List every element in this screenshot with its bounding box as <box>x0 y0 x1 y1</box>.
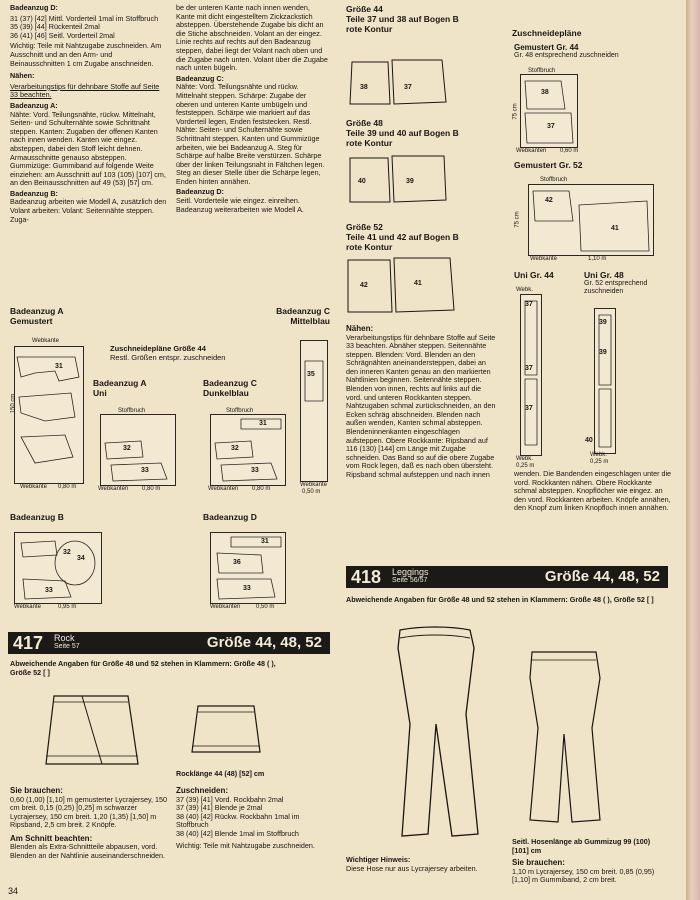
webkanten-label: Webkanten <box>208 486 239 492</box>
model-417-materials <box>10 786 168 863</box>
badeanzug-d2-heading: Badeanzug D: <box>176 187 224 197</box>
badeanzug-d-heading: Badeanzug D: <box>10 3 58 12</box>
piece-31: 31 <box>55 363 63 370</box>
volant-text: be der unteren Kante nach innen wenden, Kante mit dicht eingestelltem Zickzackstich absteppen. Überstehende Zugabe bis dicht an die Stiche abschneiden. Volant an der eingez. Linie rechts auf rechts auf den Badeanzug steppen, dabei liegt der Volant nach oben und die Zugabe nach unten. Volant über die Zugabe nach unten bügeln. <box>176 3 328 73</box>
plan-a-uni-name: Badeanzug A <box>93 378 147 388</box>
length-label: 0,60 m <box>560 148 579 154</box>
skirt-front-illustration <box>42 690 142 770</box>
cut-line: 37 (39) [41] Blende je 2mal <box>176 803 263 813</box>
badeanzug-c-heading: Badeanzug C: <box>176 73 224 83</box>
width-label: 150 cm <box>10 393 17 414</box>
webkante-label: Webkante <box>20 484 47 490</box>
cutting-plan-a-gemustert <box>14 346 84 484</box>
model-page: Seite 57 <box>54 643 80 650</box>
uni48-block <box>584 270 674 296</box>
cutting-plan-b <box>14 532 102 604</box>
webkanten-label: Webkanten <box>210 604 241 610</box>
size-44-kontur: rote Kontur <box>346 24 393 34</box>
size-52-title: Größe 52 <box>346 222 383 232</box>
size-44-block <box>346 4 496 34</box>
piece-37: 37 <box>525 301 533 308</box>
naehen-text: Verarbeitungstips für dehnbare Stoffe auf Seite 33 beachten. Abnäher steppen. Seitennähte steppen. Blenden: Vord. Blenden an den Schrägnähten aneinandersteppen, dabei an den inneren Kanten genau an den markierten Nahtlinien beginnen. Seitennähte steppen. Blenden von innen, rechts auf links auf die vord. und unteren Rockkanten steppen. Nahtzugaben schmal zurückschneiden, an den Ecken schräg abschneiden. Blenden nach außen wenden, Kanten schmal absteppen. Blendeninnenkanten eingeschlagen aufsteppen. Obere Rockkante: Ripsband auf 116 (130) [144] cm Länge mit Zugabe schneiden. Das Band so auf die obere Zugabe vom Rock legen, daß es nach oben übersteht. Ripsband schmal aufsteppen und nach innen <box>346 332 496 479</box>
skirt-pattern-44 <box>348 56 448 110</box>
length-label: 0,25 m <box>516 463 535 469</box>
sie-brauchen-text: 0,60 (1,00) [1,10] m gemusterter Lycrajersey, 150 cm breit. 0,15 (0,25) [0,25] m schwarzer Lycrajersey, 150 cm breit. 1,20 (1,35) [1,50] m Ripsband, 2,5 cm breit. 2 Knöpfe. <box>10 794 168 830</box>
gem44-sub: Gr. 48 entsprechend zuschneiden <box>514 52 619 59</box>
webk-label: Webk. <box>590 452 607 458</box>
size-52-block <box>346 222 496 252</box>
badeanzug-c-text: Nähte: Vord. Teilungsnähte und rückw. Mittelnaht steppen. Schärpe: Zugabe der oberen und unteren Kante umbügeln und feststeppen. Schärpe wie markiert auf das Vorderteil legen, Enden feststecken. Restl. Nähte: Seiten- und Schulternähte sowie Schrittnaht steppen. Kanten und Gummizüge arbeiten, wie bei Badeanzug A. Steg für Schärpe auf halbe Breite verstürzen. Schärpe über der linken Teilungsnaht in Fältchen legen. Steg an dieser Stelle über die Schärpe legen, Enden hinten annähen. <box>176 82 325 186</box>
piece-37: 37 <box>547 123 555 130</box>
plan-a-uni-title <box>93 378 147 398</box>
cutting-plan-uni48 <box>585 308 616 454</box>
naehen-heading: Nähen: <box>346 324 374 333</box>
size-48-kontur: rote Kontur <box>346 138 393 148</box>
leggings-back-illustration <box>520 648 610 828</box>
sie-brauchen-text: 1,10 m Lycrajersey, 150 cm breit. 0,85 (0,95) [1,10] m Gummiband, 2 cm breit. <box>512 866 655 885</box>
uni48-title: Uni Gr. 48 <box>584 270 624 280</box>
schnitt-heading: Am Schnitt beachten: <box>10 833 93 843</box>
plan-c-name: Badeanzug C <box>276 306 330 316</box>
piece-32: 32 <box>231 445 239 452</box>
hint-heading: Wichtiger Hinweis: <box>346 855 411 864</box>
piece-40: 40 <box>585 437 593 444</box>
length-label: 0,80 m <box>58 484 77 490</box>
piece-33: 33 <box>251 467 259 474</box>
plan-a-uni-sub: Uni <box>93 388 107 398</box>
piece-37: 37 <box>525 405 533 412</box>
gem44-title: Gemustert Gr. 44 <box>514 43 579 52</box>
cutting-plan-c-mittelblau <box>300 340 328 482</box>
cutting-plan-c-dunkel <box>210 414 286 486</box>
cut-line: 38 (40) [42] Rückw. Rockbahn 1mal im Stoffbruch <box>176 811 300 830</box>
piece-34: 34 <box>77 555 85 562</box>
model-name: Rock <box>54 633 75 643</box>
naehen-heading: Nähen: <box>10 71 35 81</box>
piece-38: 38 <box>541 89 549 96</box>
rock-finishing-text: wenden. Die Bandenden eingeschlagen unter die vord. Rockkanten nähen. Obere Rockkante schmal absteppen. Knopflöcher wie eingez. an den vord. Rockkanten arbeiten. Knöpfe annähen, den Knopf zum linken Knopfloch innen annähen. <box>514 469 672 513</box>
plan-c-mittelblau-shapes <box>301 341 327 481</box>
model-sizes: Größe 44, 48, 52 <box>206 634 322 651</box>
gem44-block <box>514 44 674 60</box>
plan-b-shapes <box>15 533 101 603</box>
plans-title: Zuschneidepläne Größe 44 <box>110 344 206 353</box>
plan-c-dunkel-title <box>203 378 257 398</box>
stoffbruch-label: Stoffbruch <box>118 408 146 414</box>
gem52-shapes <box>529 185 653 255</box>
plan-c-title <box>262 306 330 326</box>
zuschneiden-heading: Zuschneiden: <box>176 786 229 795</box>
cutting-plan-gem52 <box>528 184 654 256</box>
cutting-plan-a-uni <box>100 414 176 486</box>
piece-39: 39 <box>406 178 414 185</box>
webk-label: Webk. <box>516 287 533 293</box>
size-48-block <box>346 118 496 148</box>
length-label: 0,80 m <box>252 486 271 492</box>
plan-a-shapes <box>15 347 83 483</box>
uni44-title: Uni Gr. 44 <box>514 270 554 280</box>
webkanten-label: Webkanten <box>516 148 547 154</box>
plan-a-uni-shapes <box>101 415 175 485</box>
column-2-text <box>176 4 328 216</box>
badeanzug-b-text: Badeanzug arbeiten wie Modell A, zusätzlich den Volant arbeiten: Volant: Seitennähte steppen. Zuga- <box>10 197 167 224</box>
model-418-materials <box>512 858 670 887</box>
length-label: 0,50 m <box>302 489 321 495</box>
size-48-title: Größe 48 <box>346 118 383 128</box>
plan-a-sub: Gemustert <box>10 316 53 326</box>
piece-37: 37 <box>525 365 533 372</box>
gem52-title: Gemustert Gr. 52 <box>514 160 583 170</box>
cut-line: 35 (39) [44] Rückenteil 2mal <box>10 22 100 32</box>
piece-36: 36 <box>233 559 241 566</box>
size-44-sub: Teile 37 und 38 auf Bogen B <box>346 14 459 24</box>
model-page: Seite 56/57 <box>392 577 428 584</box>
cut-line: 38 (40) [42] Blende 1mal im Stoffbruch <box>176 828 299 838</box>
stoffbruch-label: Stoffbruch <box>528 68 556 74</box>
plans-header <box>110 344 225 362</box>
length-label: 0,80 m <box>142 486 161 492</box>
webkante-label: Webkante <box>300 482 327 488</box>
model-418-hint <box>346 856 498 875</box>
piece-38: 38 <box>360 84 368 91</box>
webkante-label: Webkante <box>32 338 59 344</box>
piece-31: 31 <box>261 538 269 545</box>
model-name: Leggings <box>392 567 429 577</box>
plan-c-dunkel-sub: Dunkelblau <box>203 388 249 398</box>
column-3-text <box>346 324 498 482</box>
length-label: 1,10 m <box>588 256 607 262</box>
webkanten-label: Webkanten <box>98 486 129 492</box>
model-sizes: Größe 44, 48, 52 <box>544 568 660 585</box>
length-label: 0,50 m <box>256 604 275 610</box>
piece-37: 37 <box>404 84 412 91</box>
cut-line: 37 (39) [41] Vord. Rockbahn 2mal <box>176 794 284 804</box>
cut-line: 36 (41) [46] Seitl. Vorderteil 2mal <box>10 30 115 40</box>
hint-text: Diese Hose nur aus Lycrajersey arbeiten. <box>346 863 478 873</box>
piece-33: 33 <box>141 467 149 474</box>
piece-33: 33 <box>243 585 251 592</box>
piece-39: 39 <box>599 349 607 356</box>
piece-41: 41 <box>611 225 619 232</box>
plan-d-shapes <box>211 533 285 603</box>
uni44-shapes <box>521 295 541 455</box>
piece-31: 31 <box>259 420 267 427</box>
model-number: 418 <box>351 567 382 587</box>
model-418-size-note: Abweichende Angaben für Größe 48 und 52 stehen in Klammern: Größe 48 ( ), Größe 52 [ ] <box>346 595 654 604</box>
plans-subtitle: Restl. Größen entspr. zuschneiden <box>110 353 226 362</box>
model-417-size-note: Abweichende Angaben für Größe 48 und 52 stehen in Klammern: Größe 48 ( ), Größe 52 [ ] <box>10 659 276 677</box>
uni48-shapes <box>595 309 615 453</box>
page-number: 34 <box>8 886 19 896</box>
size-52-kontur: rote Kontur <box>346 242 393 252</box>
tips-note: Verarbeitungstips für dehnbare Stoffe auf Seite 33 beachten. <box>10 81 160 100</box>
hosenlaenge-label: Seitl. Hosenlänge ab Gummizug 99 (100) [101] cm <box>512 837 651 855</box>
plan-a-name: Badeanzug A <box>10 306 64 316</box>
sie-brauchen-heading: Sie brauchen: <box>10 786 63 795</box>
piece-41: 41 <box>414 280 422 287</box>
plan-c-sub: Mittelblau <box>290 316 330 326</box>
model-417-zuschneiden <box>176 786 328 853</box>
width-label: 75 cm <box>512 103 519 120</box>
piece-40: 40 <box>358 178 366 185</box>
stoffbruch-label: Stoffbruch <box>226 408 254 414</box>
plan-a-title <box>10 306 64 326</box>
size-48-sub: Teile 39 und 40 auf Bogen B <box>346 128 459 138</box>
model-417-header <box>8 632 330 654</box>
rocklaenge-label: Rocklänge 44 (48) [52] cm <box>176 769 265 778</box>
uni48-sub: Gr. 52 entsprechend zuschneiden <box>584 280 648 295</box>
piece-35: 35 <box>307 371 315 378</box>
gem44-shapes <box>521 75 577 147</box>
stoffbruch-label: Stoffbruch <box>540 177 568 183</box>
wichtig-note: Wichtig: Teile mit Nahtzugabe zuschneiden. <box>176 841 315 851</box>
cutting-plan-gem44 <box>520 74 578 148</box>
webkante-label: Webkante <box>14 604 41 610</box>
zuschneideplaene-title: Zuschneidepläne <box>512 28 582 38</box>
piece-32: 32 <box>63 549 71 556</box>
length-label: 0,25 m <box>590 459 609 465</box>
column-4-text <box>514 470 672 515</box>
size-52-sub: Teile 41 und 42 auf Bogen B <box>346 232 459 242</box>
badeanzug-a-heading: Badeanzug A: <box>10 100 58 110</box>
plan-c-dunkel-shapes <box>211 415 285 485</box>
length-label: 0,95 m <box>58 604 77 610</box>
piece-33: 33 <box>45 587 53 594</box>
webk-label: Webk. <box>516 456 533 462</box>
piece-32: 32 <box>123 445 131 452</box>
page-edge <box>686 0 700 900</box>
size-44-title: Größe 44 <box>346 4 383 14</box>
piece-42: 42 <box>545 197 553 204</box>
piece-42: 42 <box>360 282 368 289</box>
width-label: 75 cm <box>514 211 521 228</box>
sie-brauchen-heading: Sie brauchen: <box>512 858 565 867</box>
badeanzug-d2-text: Seitl. Vorderteile wie eingez. einreihen. Badeanzug weiterarbeiten wie Modell A. <box>176 196 304 214</box>
badeanzug-a-text: Nähte: Vord. Teilungsnähte, rückw. Mittelnaht, Seiten- und Schulternähte sowie Schrittnaht steppen. Kanten: Zugaben der offenen Kanten nach innen wenden. Kanten wie eingez. absteppen, dabei den Stoff leicht dehnen. Armausschnitte genauso absteppen. Gummizüge: Gummiband auf folgende Weite einziehen: am Ausschnitt auf 103 (105) [107] cm, an den Beinausschnitten auf 49 (53) [57] cm. <box>10 109 166 188</box>
model-number: 417 <box>13 633 44 653</box>
cutting-plan-uni44 <box>520 294 542 456</box>
skirt-back-illustration <box>188 702 264 758</box>
piece-39: 39 <box>599 319 607 326</box>
column-1-text <box>10 4 168 226</box>
cut-line: 31 (37) [42] Mittl. Vorderteil 1mal im Stoffbruch <box>10 13 159 23</box>
plan-c-dunkel-name: Badeanzug C <box>203 378 257 388</box>
badeanzug-b-heading: Badeanzug B: <box>10 188 58 198</box>
plan-d-title: Badeanzug D <box>203 512 257 522</box>
plan-b-title: Badeanzug B <box>10 512 64 522</box>
schnitt-text: Blenden als Extra-Schnittteile abpausen, vord. Blenden an der Nahtlinie auseinanderschneiden. <box>10 842 166 860</box>
cutting-plan-d <box>210 532 286 604</box>
wichtig-note: Wichtig: Teile mit Nahtzugabe zuschneiden. Am Ausschnitt und an den Arm- und Beinausschnitten 1 cm Zugabe anschneiden. <box>10 41 162 68</box>
model-418-header <box>346 566 668 588</box>
leggings-front-illustration <box>370 624 500 844</box>
webkante-label: Webkante <box>530 256 557 262</box>
